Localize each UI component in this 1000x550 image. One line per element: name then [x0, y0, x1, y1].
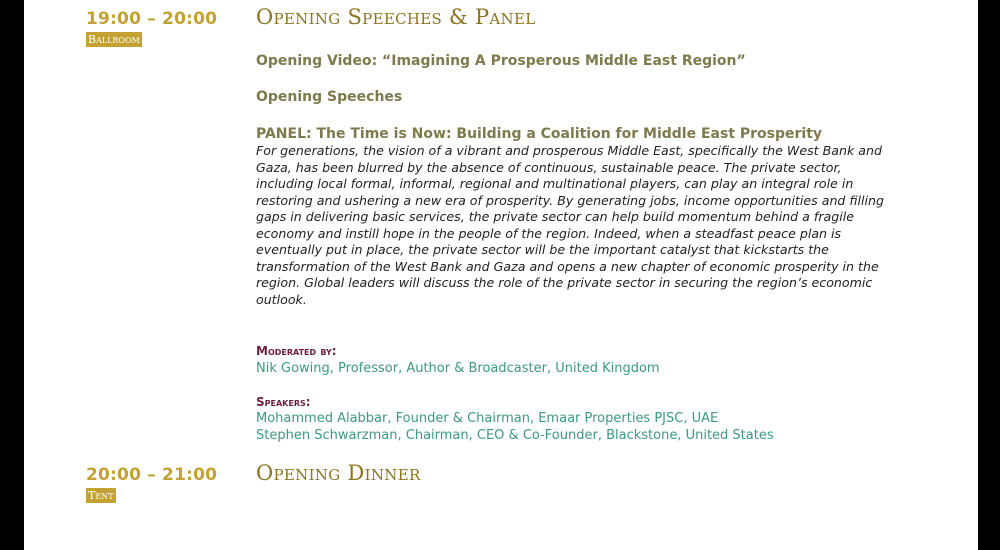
session-time: 19:00 – 20:00: [86, 9, 218, 29]
moderated-label: Moderated by:: [256, 344, 337, 358]
session-title: Opening Dinner: [256, 461, 421, 485]
speakers-label: Speakers:: [256, 395, 311, 409]
panel-description: For generations, the vision of a vibrant and prosperous Middle East, specifically the West Bank and Gaza, has been blurred by the absence of continuous, sustainable peace. The private sector, including local formal, informal, regional and multinational players, can play an integral role in restoring and ushering a new era of prosperity. By generating jobs, income opportunities and filling gaps in delivering basic services, the private sector can help build momentum behind a fragile economy and instill hope in the people of the region. Indeed, when a steadfast peace plan is eventually put in place, the private sector will be the important catalyst that kickstarts the transformation of the West Bank and Gaza and opens a new chapter of economic prosperity in the region. Global leaders will discuss the role of the private sector in securing the region’s economic outlook.: [256, 143, 885, 307]
panel-title: PANEL: The Time is Now: Building a Coalition for Middle East Prosperity: [256, 126, 823, 142]
moderator: Nik Gowing, Professor, Author & Broadcaster, United Kingdom: [256, 361, 660, 376]
agenda-page: [24, 0, 978, 550]
speaker-item: Stephen Schwarzman, Chairman, CEO & Co-Founder, Blackstone, United States: [256, 428, 774, 443]
opening-video: Opening Video: “Imagining A Prosperous Middle East Region”: [256, 53, 746, 69]
opening-speeches: Opening Speeches: [256, 89, 403, 105]
venue-badge: Tent: [88, 489, 114, 502]
speaker-item: Mohammed Alabbar, Founder & Chairman, Emaar Properties PJSC, UAE: [256, 411, 719, 426]
session-time: 20:00 – 21:00: [86, 465, 218, 485]
venue-badge: Ballroom: [88, 33, 140, 46]
session-title: Opening Speeches & Panel: [256, 5, 536, 29]
